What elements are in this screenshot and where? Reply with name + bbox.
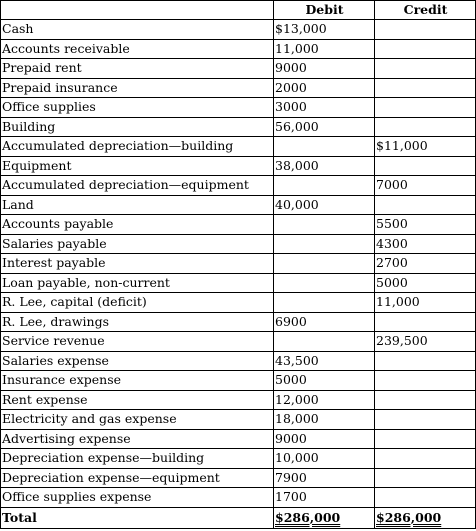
debit-cell: 56,000: [274, 117, 375, 137]
table-row: [1, 351, 476, 371]
table-body: [1, 20, 476, 508]
account-cell: Loan payable, non-current: [1, 273, 274, 293]
credit-cell: [375, 156, 476, 176]
debit-column-header: Debit: [274, 1, 375, 20]
credit-cell: 5500: [375, 215, 476, 235]
debit-cell: [274, 234, 375, 254]
credit-cell: [375, 429, 476, 449]
total-label: Total: [1, 507, 274, 528]
debit-cell: 9000: [274, 429, 375, 449]
total-credit-value: $286,000: [376, 509, 442, 525]
account-cell: Rent expense: [1, 390, 274, 410]
account-cell: Office supplies: [1, 98, 274, 118]
table-row: [1, 332, 476, 352]
debit-cell: [274, 293, 375, 313]
debit-cell: 5000: [274, 371, 375, 391]
debit-cell: 12,000: [274, 390, 375, 410]
table-row: [1, 98, 476, 118]
table-row: [1, 312, 476, 332]
credit-cell: [375, 371, 476, 391]
account-cell: Land: [1, 195, 274, 215]
debit-cell: 2000: [274, 78, 375, 98]
account-cell: Prepaid insurance: [1, 78, 274, 98]
account-cell: Accounts payable: [1, 215, 274, 235]
total-debit-value: $286,000: [275, 509, 341, 525]
account-cell: Depreciation expense—building: [1, 449, 274, 469]
account-cell: Accumulated depreciation—building: [1, 137, 274, 157]
debit-cell: 1700: [274, 488, 375, 508]
table-row: [1, 215, 476, 235]
account-cell: R. Lee, capital (deficit): [1, 293, 274, 313]
credit-cell: [375, 98, 476, 118]
table-row: [1, 117, 476, 137]
account-cell: Advertising expense: [1, 429, 274, 449]
account-cell: Service revenue: [1, 332, 274, 352]
debit-cell: 3000: [274, 98, 375, 118]
account-cell: Salaries expense: [1, 351, 274, 371]
table-row: [1, 390, 476, 410]
debit-cell: [274, 137, 375, 157]
table-row: [1, 195, 476, 215]
credit-column-header: Credit: [375, 1, 476, 20]
credit-cell: [375, 488, 476, 508]
account-cell: Electricity and gas expense: [1, 410, 274, 430]
debit-cell: [274, 273, 375, 293]
debit-cell: 11,000: [274, 39, 375, 59]
credit-cell: [375, 20, 476, 40]
credit-cell: [375, 195, 476, 215]
credit-cell: [375, 59, 476, 79]
table-header: [1, 1, 476, 20]
credit-cell: 2700: [375, 254, 476, 274]
table-row: [1, 273, 476, 293]
total-row: [1, 507, 476, 528]
debit-cell: 43,500: [274, 351, 375, 371]
table-row: [1, 137, 476, 157]
table-row: [1, 488, 476, 508]
debit-cell: 38,000: [274, 156, 375, 176]
account-cell: R. Lee, drawings: [1, 312, 274, 332]
table-row: [1, 371, 476, 391]
credit-cell: [375, 117, 476, 137]
account-cell: Cash: [1, 20, 274, 40]
account-cell: Depreciation expense—equipment: [1, 468, 274, 488]
table-row: [1, 78, 476, 98]
debit-cell: [274, 332, 375, 352]
debit-cell: 6900: [274, 312, 375, 332]
account-cell: Interest payable: [1, 254, 274, 274]
table-row: [1, 293, 476, 313]
credit-cell: [375, 449, 476, 469]
debit-cell: 9000: [274, 59, 375, 79]
credit-cell: [375, 78, 476, 98]
credit-cell: [375, 468, 476, 488]
table-row: [1, 449, 476, 469]
debit-cell: 10,000: [274, 449, 375, 469]
debit-cell: 18,000: [274, 410, 375, 430]
debit-cell: 7900: [274, 468, 375, 488]
credit-cell: [375, 410, 476, 430]
account-cell: Building: [1, 117, 274, 137]
account-cell: Equipment: [1, 156, 274, 176]
table-row: [1, 176, 476, 196]
account-cell: Insurance expense: [1, 371, 274, 391]
table-row: [1, 20, 476, 40]
credit-cell: [375, 312, 476, 332]
credit-cell: 11,000: [375, 293, 476, 313]
table-row: [1, 59, 476, 79]
credit-cell: $11,000: [375, 137, 476, 157]
credit-cell: 4300: [375, 234, 476, 254]
table-row: [1, 39, 476, 59]
debit-cell: [274, 254, 375, 274]
account-column-header: [1, 1, 274, 20]
debit-cell: [274, 215, 375, 235]
total-credit-cell: [375, 507, 476, 528]
table-row: [1, 410, 476, 430]
table-row: [1, 429, 476, 449]
credit-cell: 7000: [375, 176, 476, 196]
credit-cell: 5000: [375, 273, 476, 293]
credit-cell: [375, 351, 476, 371]
account-cell: Office supplies expense: [1, 488, 274, 508]
credit-cell: 239,500: [375, 332, 476, 352]
table-footer: [1, 507, 476, 528]
credit-cell: [375, 390, 476, 410]
table-row: [1, 234, 476, 254]
table-row: [1, 156, 476, 176]
total-debit-cell: [274, 507, 375, 528]
debit-cell: 40,000: [274, 195, 375, 215]
account-cell: Accumulated depreciation—equipment: [1, 176, 274, 196]
debit-cell: [274, 176, 375, 196]
table-row: [1, 468, 476, 488]
account-cell: Accounts receivable: [1, 39, 274, 59]
account-cell: Salaries payable: [1, 234, 274, 254]
header-row: [1, 1, 476, 20]
account-cell: Prepaid rent: [1, 59, 274, 79]
table-row: [1, 254, 476, 274]
credit-cell: [375, 39, 476, 59]
debit-cell: $13,000: [274, 20, 375, 40]
